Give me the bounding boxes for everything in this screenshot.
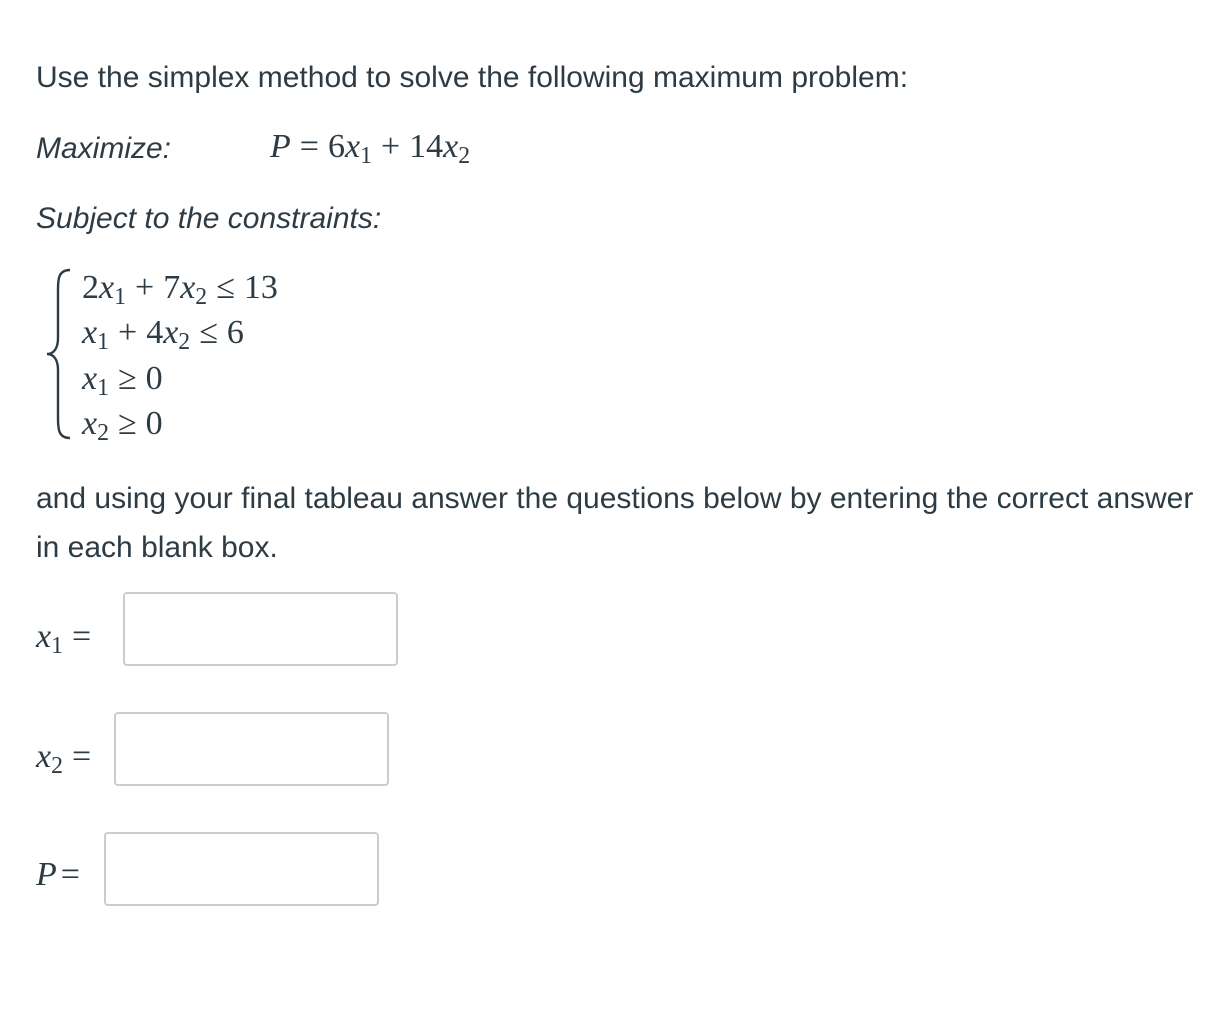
constraint-3-relation: ≥ (118, 360, 137, 397)
constraint-3-sub: 1 (97, 374, 109, 401)
answer-x1-input[interactable] (123, 592, 398, 666)
constraint-2-plus: + (118, 314, 138, 351)
constraint-1-rhs: 13 (243, 269, 278, 306)
answer-x2-var: x (36, 738, 52, 775)
constraint-1-var-2: x (180, 269, 196, 306)
constraint-2-coef-2: 4 (146, 314, 164, 351)
constraint-1 (82, 268, 278, 308)
constraint-2-var-2: x (163, 314, 179, 351)
answer-x2-eq: = (72, 738, 92, 775)
objective-coef-2: 14 (409, 128, 444, 165)
constraint-4-rhs: 0 (145, 405, 163, 442)
constraint-2-sub-1: 1 (97, 328, 109, 355)
answer-p-eq: = (60, 856, 80, 893)
constraint-2 (82, 313, 244, 353)
objective-sub-1: 1 (360, 142, 372, 169)
constraint-2-rhs: 6 (226, 314, 244, 351)
instructions-text: and using your final tableau answer the questions below by entering the correct answer in each blank box. (36, 482, 1194, 564)
answer-x1-eq: = (72, 618, 92, 655)
constraint-4-var: x (82, 405, 98, 442)
constraints-label: Subject to the constraints: (36, 202, 382, 235)
objective-lhs: P (270, 128, 291, 165)
constraint-2-sub-2: 2 (178, 328, 191, 355)
answer-x2-label (36, 738, 100, 779)
constraint-3-var: x (82, 360, 98, 397)
objective-sub-2: 2 (458, 142, 471, 169)
constraint-1-relation: ≤ (216, 269, 235, 306)
answer-x1-sub: 1 (51, 632, 63, 659)
answer-x1-label (36, 618, 100, 659)
answer-x2-input[interactable] (114, 712, 389, 786)
objective-var-1: x (344, 128, 361, 165)
objective-function (270, 128, 471, 169)
answer-x2-sub: 2 (51, 752, 63, 779)
constraint-2-var-1: x (82, 314, 98, 351)
answer-p-label (36, 856, 84, 894)
constraint-1-coef-1: 2 (82, 269, 99, 306)
constraint-3 (82, 359, 163, 399)
left-brace-icon (44, 268, 74, 440)
objective-coef-1: 6 (327, 128, 345, 165)
problem-intro: Use the simplex method to solve the following maximum problem: (36, 61, 909, 94)
objective-plus: + (380, 128, 401, 165)
constraint-1-sub-2: 2 (195, 283, 208, 310)
answer-x1-var: x (36, 618, 52, 655)
constraint-1-plus: + (135, 269, 155, 306)
constraint-1-coef-2: 7 (163, 269, 181, 306)
objective-var-2: x (443, 128, 459, 165)
constraint-4-relation: ≥ (118, 405, 137, 442)
constraint-4 (82, 404, 163, 444)
constraint-4-sub: 2 (97, 419, 109, 446)
answer-p-input[interactable] (104, 832, 379, 906)
objective-eq: = (299, 128, 319, 165)
answer-p-var: P (36, 856, 57, 893)
maximize-label: Maximize: (36, 132, 172, 165)
constraint-3-rhs: 0 (145, 360, 163, 397)
constraint-2-relation: ≤ (199, 314, 218, 351)
constraint-1-sub-1: 1 (114, 283, 126, 310)
constraint-1-var-1: x (99, 269, 115, 306)
